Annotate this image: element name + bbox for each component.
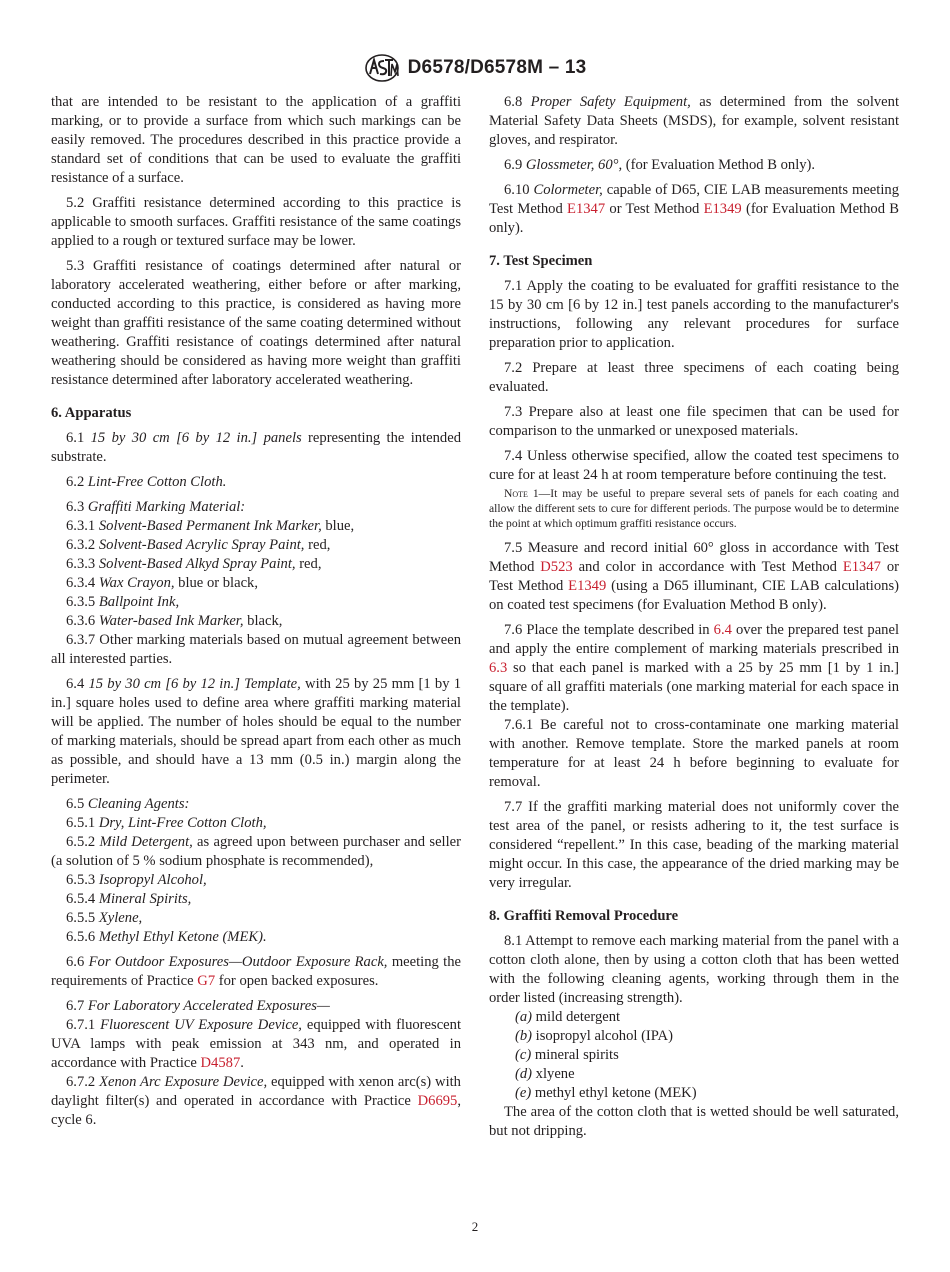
- section-8-heading: 8. Graffiti Removal Procedure: [489, 908, 679, 925]
- reference-link-e1347[interactable]: E1347: [567, 201, 606, 217]
- paragraph-6-7-2: 6.7.2 Xenon Arc Exposure Device, equipped with xenon arc(s) with daylight filter(s) and operated in accordance with Practice D6695, cycle 6.: [51, 1074, 461, 1128]
- paragraph-7-6-1: 7.6.1 Be careful not to cross-contaminate one marking material with another. Remove template. Store the marked panels at room temperature for at least 24 h before beginning to evaluate for removal.: [489, 717, 899, 791]
- paragraph-6-10: 6.10 Colormeter, capable of D65, CIE LAB measurements meeting Test Method E1347 or Test Method E1349 (for Evaluation Method B only).: [489, 182, 899, 236]
- reference-link-6-4[interactable]: 6.4: [713, 622, 732, 639]
- paragraph-7-5: 7.5 Measure and record initial 60° gloss in accordance with Test Method D523 and color in accordance with Test Method E1347 or Test Method E1349 (using a D65 illuminant, CIE LAB calculations) on coated test specimens (for Evaluation Method B only).: [489, 540, 899, 614]
- removal-agent-e: (e) methyl ethyl ketone (MEK): [515, 1085, 697, 1102]
- right-column: [489, 93, 899, 1147]
- paragraph-6-4: 6.4 15 by 30 cm [6 by 12 in.] Template, with 25 by 25 mm [1 by 1 in.] square holes used to define area where graffiti marking material will be applied. The number of holes should be equal to the number of marking materials, should be spread apart from each other as much as possible, and should have a 13 mm (0.5 in.) margin along the perimeter.: [51, 676, 462, 787]
- marking-material-3: 6.3.3 Solvent-Based Alkyd Spray Paint, red,: [66, 556, 322, 572]
- removal-agent-a: (a) mild detergent: [515, 1009, 621, 1026]
- paragraph-6-6: 6.6 For Outdoor Exposures—Outdoor Exposure Rack, meeting the requirements of Practice G7 for open backed exposures.: [51, 954, 462, 989]
- paragraph-6-9: 6.9 Glossmeter, 60°, (for Evaluation Method B only).: [504, 157, 816, 173]
- paragraph-6-8: 6.8 Proper Safety Equipment, as determined from the solvent Material Safety Data Sheets (MSDS), for example, solvent resistant gloves, and respirator.: [489, 94, 899, 148]
- reference-link-6-3[interactable]: 6.3: [489, 660, 508, 677]
- paragraph-6-3: 6.3 Graffiti Marking Material:: [66, 499, 246, 515]
- section-7-heading: 7. Test Specimen: [489, 253, 593, 269]
- reference-link-e1349[interactable]: E1349: [703, 201, 742, 217]
- paragraph-7-6: 7.6 Place the template described in 6.4 over the prepared test panel and apply the entire complement of marking materials prescribed in 6.3 so that each panel is marked with a 25 by 25 mm [1 by 1 in.] square of all graffiti materials (one marking material for each space in the template).: [489, 622, 899, 715]
- astm-logo-icon: [364, 52, 400, 84]
- page-number: 2: [471, 1219, 479, 1234]
- paragraph-5-2: 5.2 Graffiti resistance determined according to this practice is applicable to smooth surfaces. Graffiti resistance of the same coatings applied to a rough or textured surface may be lower.: [51, 195, 461, 249]
- marking-material-4: 6.3.4 Wax Crayon, blue or black,: [66, 575, 258, 591]
- paragraph-7-2: 7.2 Prepare at least three specimens of each coating being evaluated.: [489, 360, 899, 395]
- page-header: [0, 50, 950, 86]
- reference-link-d4587[interactable]: D4587: [200, 1055, 241, 1071]
- paragraph-8-1-end: The area of the cotton cloth that is wetted should be well saturated, but not dripping.: [489, 1104, 899, 1140]
- paragraph-6-1: 6.1 15 by 30 cm [6 by 12 in.] panels representing the intended substrate.: [51, 430, 462, 465]
- paragraph-6-3-7: 6.3.7 Other marking materials based on mutual agreement between all interested parties.: [51, 632, 461, 667]
- paragraph-6-5: 6.5 Cleaning Agents:: [66, 796, 190, 812]
- removal-agent-d: (d) xlyene: [515, 1066, 575, 1083]
- cleaning-agent-5: 6.5.5 Xylene,: [66, 910, 143, 926]
- reference-link-g7[interactable]: G7: [197, 973, 216, 989]
- marking-material-5: 6.3.5 Ballpoint Ink,: [66, 594, 180, 610]
- marking-material-1: 6.3.1 Solvent-Based Permanent Ink Marker, blue,: [66, 518, 355, 534]
- paragraph-6-2: 6.2 Lint-Free Cotton Cloth.: [66, 474, 227, 490]
- paragraph-8-1: 8.1 Attempt to remove each marking material from the panel with a cotton cloth alone, then by using a cotton cloth that has been wetted with the following cleaning agents, working through them in the order listed (increasing strength).: [489, 933, 899, 1007]
- reference-link-d523[interactable]: D523: [540, 559, 573, 576]
- note-1: Note 1—It may be useful to prepare several sets of panels for each coating and allow the different sets to cure for different periods. The purpose would be to determine the point at which optimum graffiti resistance occurs.: [489, 487, 899, 530]
- section-6-heading: 6. Apparatus: [51, 405, 132, 421]
- cleaning-agent-6: 6.5.6 Methyl Ethyl Ketone (MEK).: [66, 929, 267, 945]
- document-designation: D6578/D6578M – 13: [407, 57, 587, 78]
- marking-material-6: 6.3.6 Water-based Ink Marker, black,: [66, 613, 283, 629]
- paragraph-5-1-continued: that are intended to be resistant to the application of a graffiti marking, or to provide a surface from which such markings can be easily removed. The procedures described in this practice provide a standard set of conditions that can be used to evaluate the graffiti resistance of a surface.: [51, 94, 461, 186]
- cleaning-agent-3: 6.5.3 Isopropyl Alcohol,: [66, 872, 207, 888]
- paragraph-7-3: 7.3 Prepare also at least one file specimen that can be used for comparison to the unmarked or unexposed materials.: [489, 404, 899, 439]
- left-column: [51, 93, 461, 1130]
- paragraph-7-1: 7.1 Apply the coating to be evaluated for graffiti resistance to the 15 by 30 cm [6 by 12 in.] test panels according to the manufacturer's instructions, following any relevant procedures for surface preparation prior to application.: [489, 278, 899, 351]
- marking-material-2: 6.3.2 Solvent-Based Acrylic Spray Paint, red,: [66, 537, 331, 553]
- paragraph-6-7: 6.7 For Laboratory Accelerated Exposures—: [66, 998, 330, 1014]
- cleaning-agent-1: 6.5.1 Dry, Lint-Free Cotton Cloth,: [66, 815, 267, 831]
- removal-agent-b: (b) isopropyl alcohol (IPA): [515, 1028, 673, 1045]
- reference-link-d6695[interactable]: D6695: [417, 1093, 458, 1109]
- cleaning-agent-2: 6.5.2 Mild Detergent, as agreed upon between purchaser and seller (a solution of 5 % sodium phosphate is recommended),: [51, 834, 461, 869]
- reference-link-e1349[interactable]: E1349: [568, 578, 607, 595]
- paragraph-5-3: 5.3 Graffiti resistance of coatings determined after natural or laboratory accelerated weathering, either before or after marking, conducted according to this practice, is considered as having more weight than graffiti resistance of the same coating determined without weathering. Graffiti resistance of coatings determined after natural weathering should be considered as having more weight than graffiti resistance determined after laboratory accelerated weathering.: [51, 258, 461, 388]
- paragraph-7-4: 7.4 Unless otherwise specified, allow the coated test specimens to cure for at least 24 h at room temperature before continuing the test.: [489, 448, 899, 483]
- paragraph-7-7: 7.7 If the graffiti marking material does not uniformly cover the test area of the panel, or resists adhering to it, the test surface is considered “repellent.” In this case, beading of the marking material might occur. In this case, the appearance of the dried marking may be very irregular.: [489, 799, 899, 892]
- cleaning-agent-4: 6.5.4 Mineral Spirits,: [66, 891, 192, 907]
- removal-agent-c: (c) mineral spirits: [515, 1047, 619, 1064]
- paragraph-6-7-1: 6.7.1 Fluorescent UV Exposure Device, equipped with fluorescent UVA lamps with peak emission at 343 nm, and operated in accordance with Practice D4587.: [51, 1017, 462, 1071]
- reference-link-e1347[interactable]: E1347: [842, 559, 881, 576]
